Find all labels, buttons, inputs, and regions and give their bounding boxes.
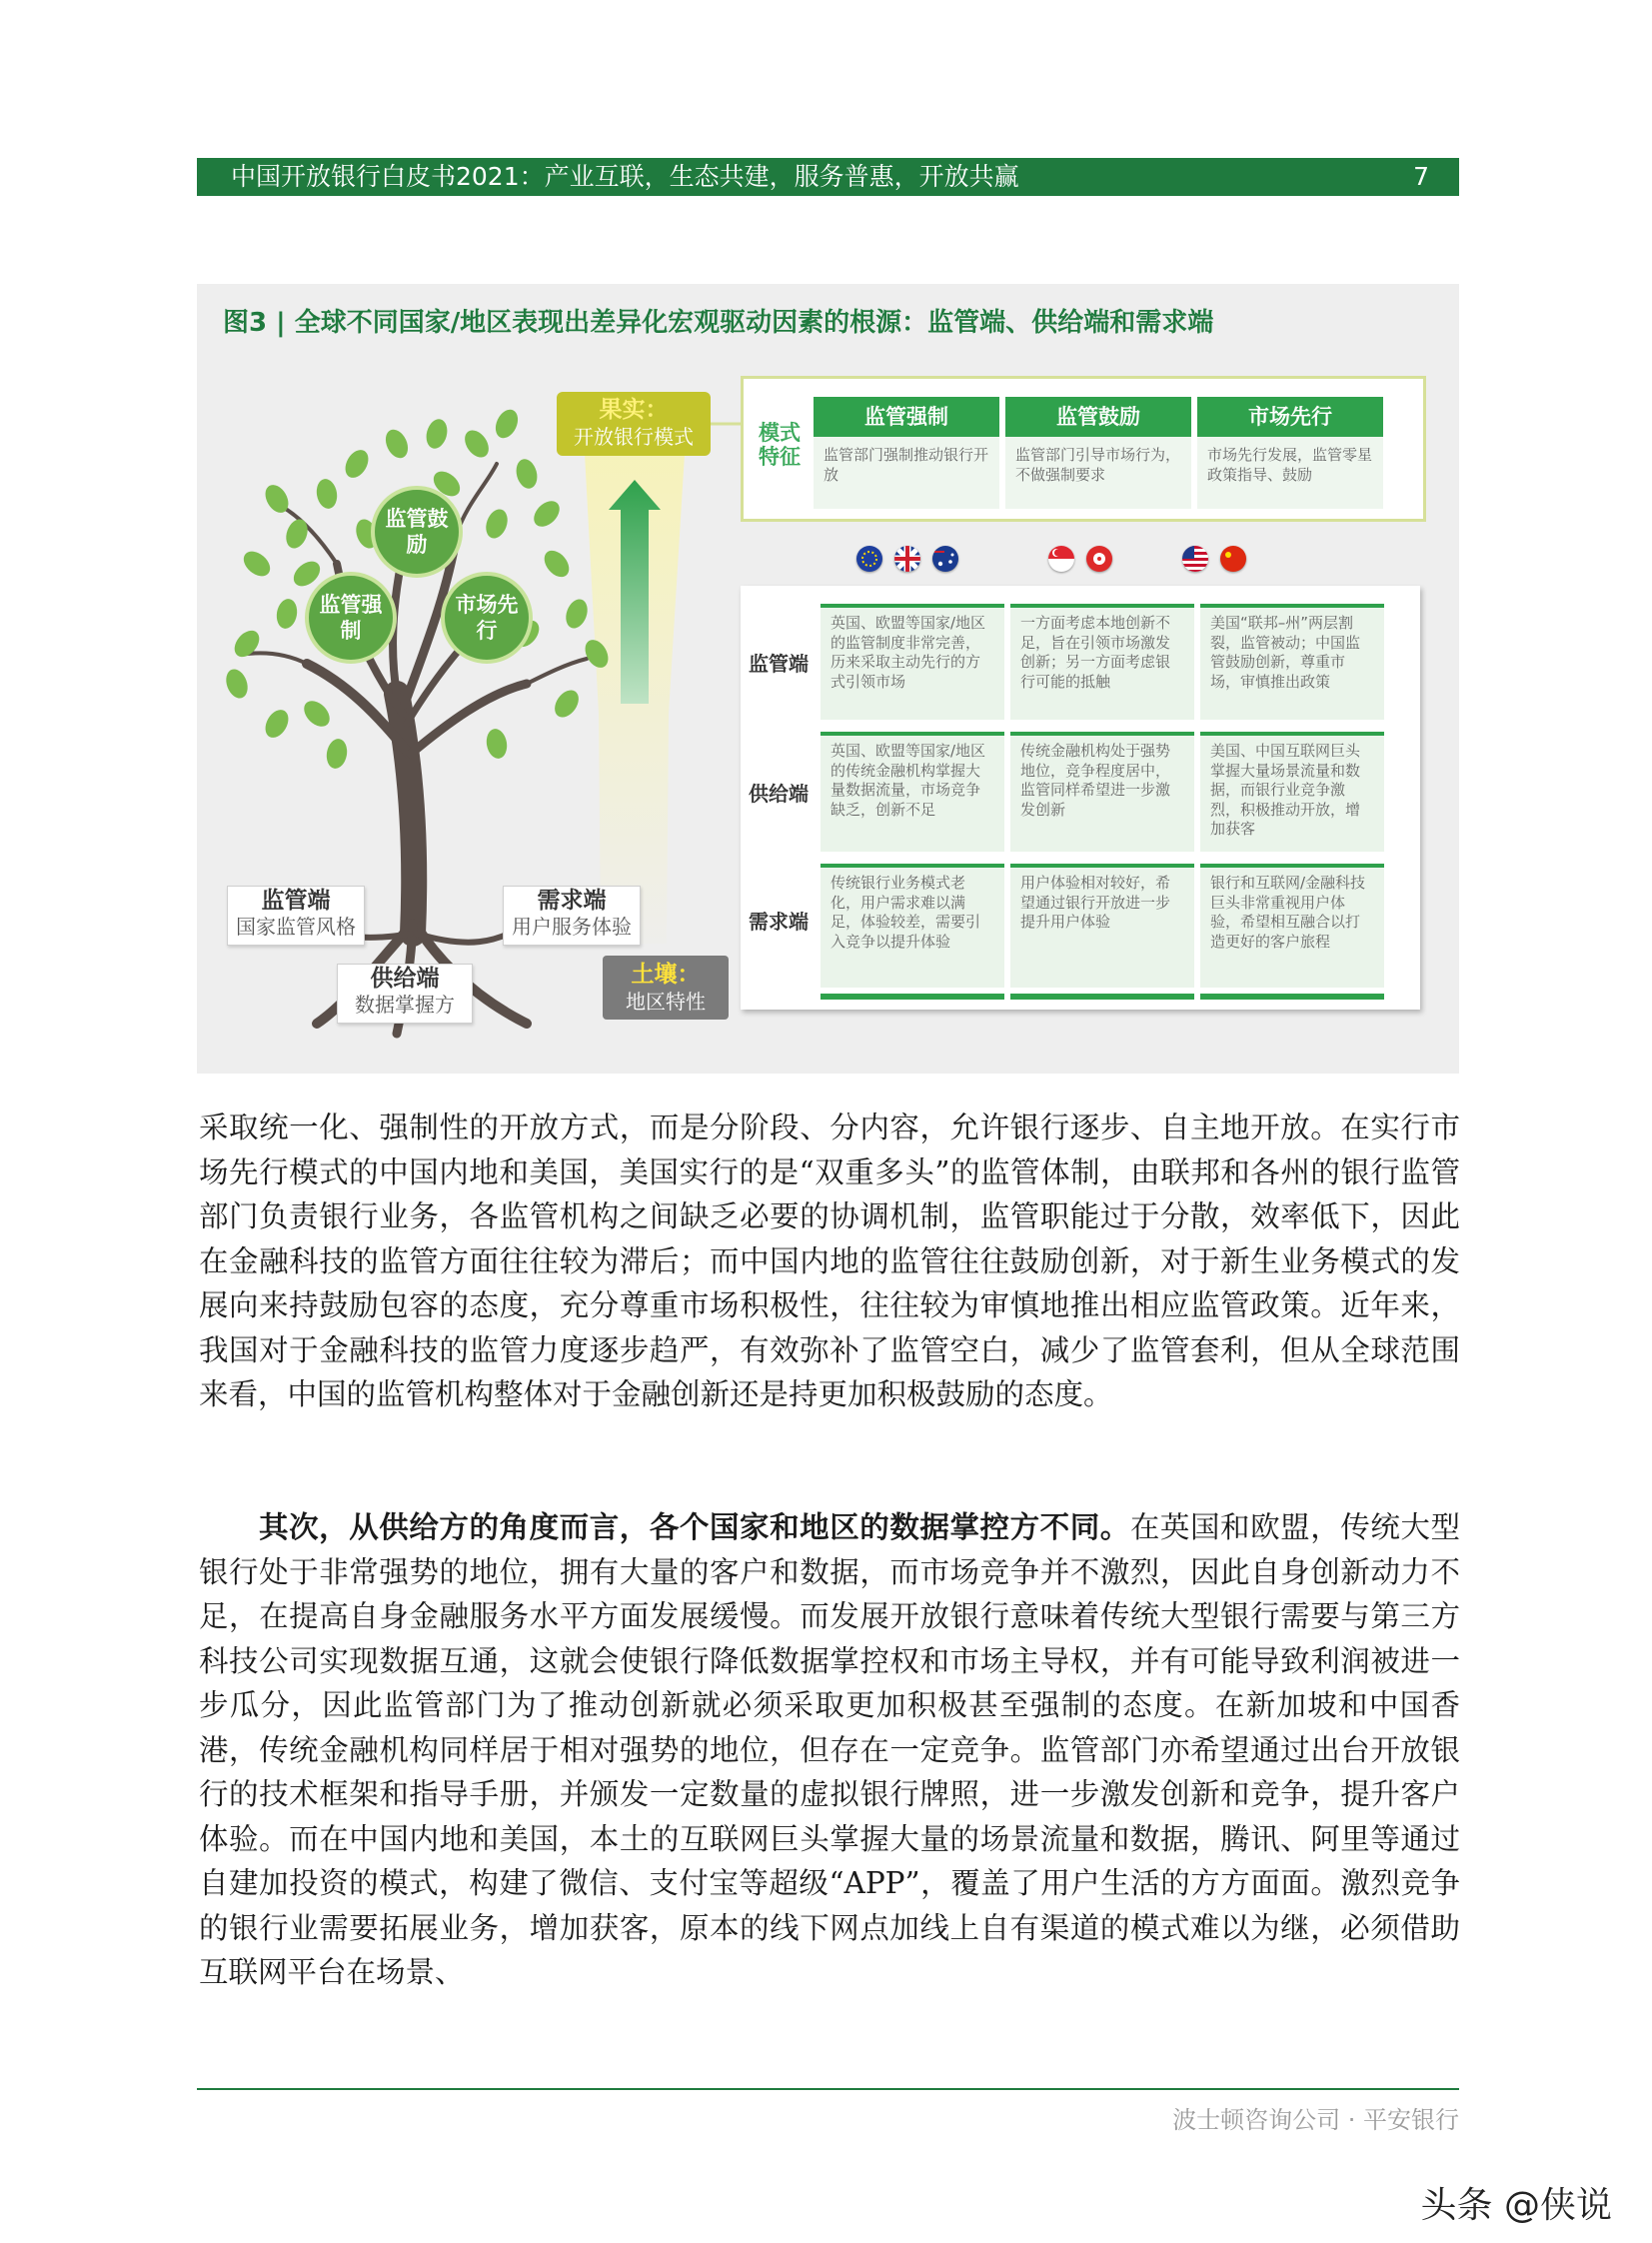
mode-description: 监管部门引导市场行为，不做强制要求 xyxy=(1015,446,1181,484)
tree-leaves xyxy=(222,406,613,770)
cell-supply-market: 美国、中国互联网巨头掌握大量场景流量和数据，而银行业竞争激烈，积极推动开放，增加获客 xyxy=(1200,732,1384,852)
root-demand-title: 需求端 xyxy=(537,888,607,914)
mode-panel xyxy=(741,376,1426,522)
root-regulation-title: 监管端 xyxy=(261,888,331,914)
cell-demand-mandatory: 传统银行业务模式老化，用户需求难以满足，体验较差，需要引入竞争以提升体验 xyxy=(821,864,1004,988)
paragraph-2-rest: 在英国和欧盟，传统大型银行处于非常强势的地位，拥有大量的客户和数据，而市场竞争并不激烈，因此自身创新动力不足，在提高自身金融服务水平方面发展缓慢。而发展开放银行意味着传统大型银行需要与第三方科技公司实现数据互通，这就会使银行降低数据掌控权和市场主导权，并有可能导致利润被进一步瓜分，因此监管部门为了推动创新就必须采取更加积极甚至强制的态度。在新加坡和中国香港，传统金融机构同样居于相对强势的地位，但存在一定竞争。监管部门亦希望通过出台开放银行的技术框架和指导手册，并颁发一定数量的虚拟银行牌照，进一步激发创新和竞争，提升客户体验。而在中国内地和美国，本土的互联网巨头掌握大量的场景流量和数据，腾讯、阿里等通过自建加投资的模式，构建了微信、支付宝等超级“APP”，覆盖了用户生活的方方面面。激烈竞争的银行业需要拓展业务，增加获客，原本的线下网点加线上自有渠道的模式难以为继，必须借助互联网平台在场景、 xyxy=(199,1510,1460,1989)
root-box-regulation xyxy=(227,886,365,946)
singapore-flag xyxy=(1048,546,1074,572)
paragraph-2 xyxy=(199,1505,1460,1995)
root-supply-title: 供给端 xyxy=(370,966,440,992)
cell-demand-encourage: 用户体验相对较好，希望通过银行开放进一步提升用户体验 xyxy=(1010,864,1194,988)
fruit-title: 果实： xyxy=(599,397,669,423)
page-number: 7 xyxy=(1413,162,1429,191)
fruit-subtitle: 开放银行模式 xyxy=(574,425,694,449)
mode-name: 监管强制 xyxy=(814,397,999,437)
document-title: 中国开放银行白皮书2021：产业互联，生态共建，服务普惠，开放共赢 xyxy=(231,162,1019,191)
mode-name: 监管鼓励 xyxy=(1005,397,1191,437)
bottom-strip xyxy=(1200,994,1384,1000)
figure-title: 图3 | 全球不同国家/地区表现出差异化宏观驱动因素的根源：监管端、供给端和需求端 xyxy=(223,308,1214,338)
soil-subtitle: 地区特性 xyxy=(626,990,706,1014)
features-panel xyxy=(741,586,1420,1010)
watermark: 头条 @侠说 xyxy=(1420,2185,1612,2226)
mode-column-encourage xyxy=(1005,397,1191,509)
mode-column-mandatory xyxy=(814,397,999,509)
circle-label-encourage: 监管鼓励 xyxy=(385,507,449,557)
root-demand-subtitle: 用户服务体验 xyxy=(512,915,632,939)
footer-rule xyxy=(197,2088,1459,2090)
root-box-supply xyxy=(337,964,473,1024)
cell-supply-mandatory: 英国、欧盟等国家/地区的传统金融机构掌握大量数据流量，市场竞争缺乏，创新不足 xyxy=(821,732,1004,852)
cell-regulation-mandatory: 英国、欧盟等国家/地区的监管制度非常完善，历来采取主动先行的方式引领市场 xyxy=(821,604,1004,720)
china-flag xyxy=(1220,546,1246,572)
root-supply-subtitle: 数据掌握方 xyxy=(355,993,455,1017)
root-regulation-subtitle: 国家监管风格 xyxy=(236,915,356,939)
bottom-strip xyxy=(1010,994,1194,1000)
cell-regulation-market: 美国“联邦–州”两层割裂，监管被动；中国监管鼓励创新，尊重市场，审慎推出政策 xyxy=(1200,604,1384,720)
hongkong-flag xyxy=(1086,546,1112,572)
bottom-strip xyxy=(821,994,1004,1000)
mode-label: 模式特征 xyxy=(759,421,801,469)
row-label-supply: 供给端 xyxy=(749,782,809,806)
australia-flag xyxy=(932,546,958,572)
cell-demand-market: 银行和互联网/金融科技巨头非常重视用户体验，希望相互融合以打造更好的客户旅程 xyxy=(1200,864,1384,988)
cell-supply-encourage: 传统金融机构处于强势地位，竞争程度居中，监管同样希望进一步激发创新 xyxy=(1010,732,1194,852)
footer-authors: 波士顿咨询公司 · 平安银行 xyxy=(1172,2106,1459,2134)
figure-3 xyxy=(197,284,1459,1074)
usa-flag xyxy=(1182,546,1208,572)
fruit-box xyxy=(557,392,711,456)
uk-flag xyxy=(894,546,920,572)
soil-title: 土壤： xyxy=(631,962,701,988)
mode-description: 监管部门强制推动银行开放 xyxy=(824,446,989,484)
circle-label-market: 市场先行 xyxy=(455,593,519,643)
mode-description: 市场先行发展，监管零星政策指导、鼓励 xyxy=(1207,446,1373,484)
eu-flag xyxy=(856,546,882,572)
root-box-demand xyxy=(503,886,641,946)
row-label-demand: 需求端 xyxy=(749,910,809,934)
cell-regulation-encourage: 一方面考虑本地创新不足，旨在引领市场激发创新；另一方面考虑银行可能的抵触 xyxy=(1010,604,1194,720)
mode-column-market xyxy=(1197,397,1383,509)
soil-box xyxy=(603,956,729,1020)
paragraph-1: 采取统一化、强制性的开放方式，而是分阶段、分内容，允许银行逐步、自主地开放。在实行市场先行模式的中国内地和美国，美国实行的是“双重多头”的监管体制，由联邦和各州的银行监管部门负责银行业务，各监管机构之间缺乏必要的协调机制，监管职能过于分散，效率低下，因此在金融科技的监管方面往往较为滞后；而中国内地的监管往往鼓励创新，对于新生业务模式的发展向来持鼓励包容的态度，充分尊重市场积极性，往往较为审慎地推出相应监管政策。近年来，我国对于金融科技的监管力度逐步趋严，有效弥补了监管空白，减少了监管套利，但从全球范围来看，中国的监管机构整体对于金融创新还是持更加积极鼓励的态度。 xyxy=(199,1111,1460,1411)
paragraph-2-lead: 其次，从供给方的角度而言，各个国家和地区的数据掌控方不同。 xyxy=(259,1509,1130,1544)
header-bar xyxy=(197,158,1459,196)
circle-label-mandatory: 监管强制 xyxy=(319,593,383,643)
mode-name: 市场先行 xyxy=(1197,397,1383,437)
row-label-regulation: 监管端 xyxy=(749,652,809,676)
